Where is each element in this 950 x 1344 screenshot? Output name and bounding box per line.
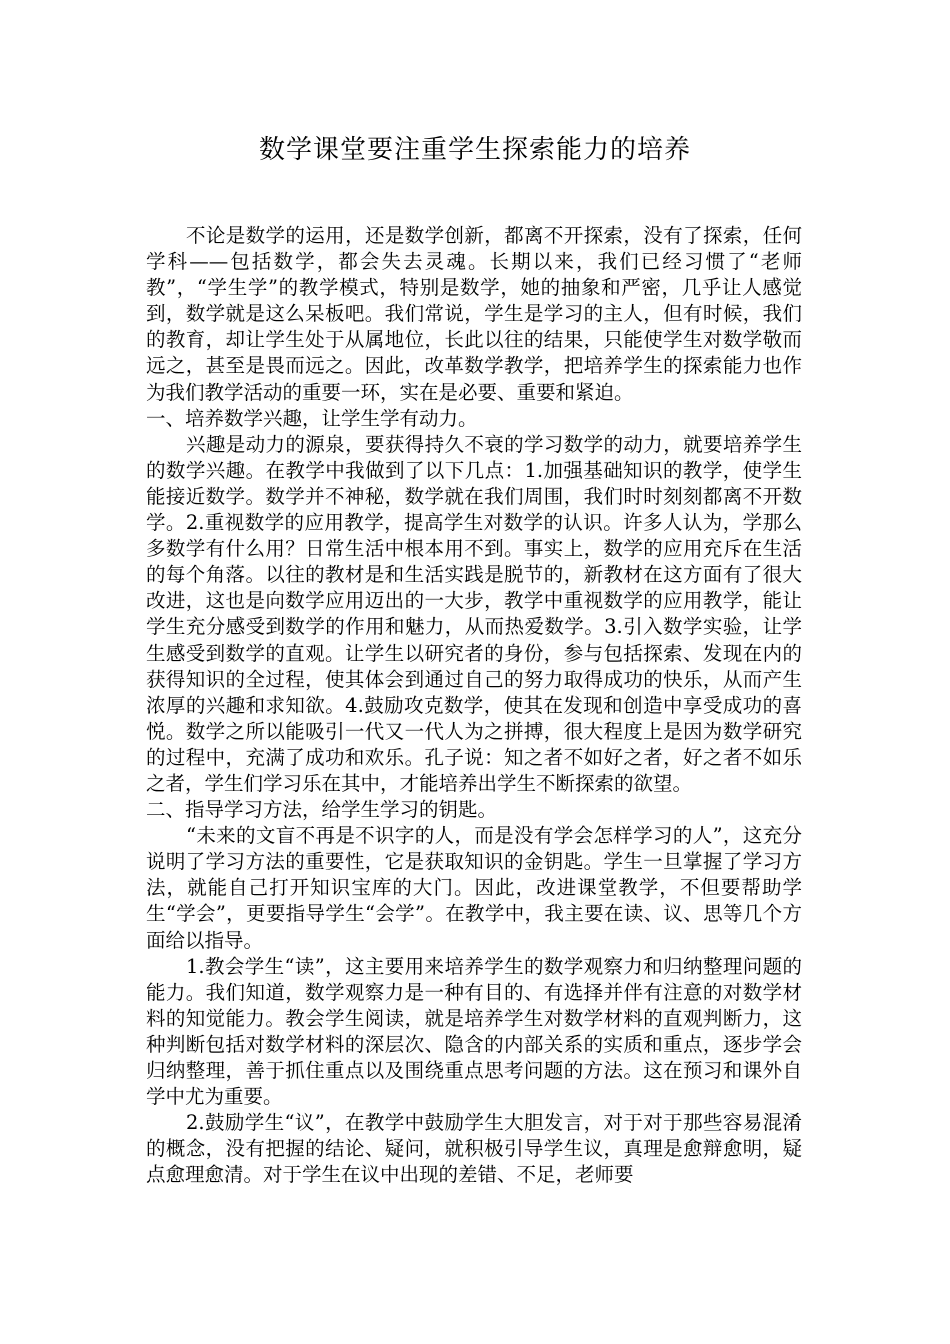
paragraph-read: 1.教会学生“读”，这主要用来培养学生的数学观察力和归纳整理问题的能力。我们知道，数学观察力是一种有目的、有选择并伴有注意的对数学材料的知觉能力。教会学生阅读，就是培养学生对数学材料的直观判断力，这种判断包括对数学材料的深层次、隐含的内部关系的实质和重点，逐步学会归纳整理，善于抓住重点以及围绕重点思考问题的方法。这在预习和课外自学中尤为重要。 bbox=[146, 954, 802, 1109]
paragraph-method: “未来的文盲不再是不识字的人，而是没有学会怎样学习的人”，这充分说明了学习方法的重要性，它是获取知识的金钥匙。学生一旦掌握了学习方法，就能自己打开知识宝库的大门。因此，改进课堂教学，不但要帮助学生“学会”，更要指导学生“会学”。在教学中，我主要在读、议、思等几个方面给以指导。 bbox=[146, 824, 802, 952]
section-heading-2: 二、指导学习方法，给学生学习的钥匙。 bbox=[146, 798, 498, 822]
section-heading-1: 一、培养数学兴趣，让学生学有动力。 bbox=[146, 406, 478, 430]
document-title: 数学课堂要注重学生探索能力的培养 bbox=[258, 135, 691, 165]
paragraph-intro: 不论是数学的运用，还是数学创新，都离不开探索，没有了探索，任何学科——包括数学，都会失去灵魂。长期以来，我们已经习惯了“老师教”，“学生学”的教学模式，特别是数学，她的抽象和严密，几乎让人感觉到，数学就是这么呆板吧。我们常说，学生是学习的主人，但有时候，我们的教育，却让学生处于从属地位，长此以往的结果，只能使学生对数学敬而远之，甚至是畏而远之。因此，改革数学教学，把培养学生的探索能力也作为我们教学活动的重要一环，实在是必要、重要和紧迫。 bbox=[146, 224, 802, 404]
paragraph-discuss: 2.鼓励学生“议”，在教学中鼓励学生大胆发言，对于对于那些容易混淆的概念，没有把握的结论、疑问，就积极引导学生议，真理是愈辩愈明，疑点愈理愈清。对于学生在议中出现的差错、不足，老师要 bbox=[146, 1111, 802, 1187]
paragraph-interest: 兴趣是动力的源泉，要获得持久不衰的学习数学的动力，就要培养学生的数学兴趣。在教学中我做到了以下几点：1.加强基础知识的教学，使学生能接近数学。数学并不神秘，数学就在我们周围，我们时时刻刻都离不开数学。2.重视数学的应用教学，提高学生对数学的认识。许多人认为，学那么多数学有什么用？日常生活中根本用不到。事实上，数学的应用充斥在生活的每个角落。以往的教材是和生活实践是脱节的，新教材在这方面有了很大改进，这也是向数学应用迈出的一大步，教学中重视数学的应用教学，能让学生充分感受到数学的作用和魅力，从而热爱数学。3.引入数学实验，让学生感受到数学的直观。让学生以研究者的身份，参与包括探索、发现在内的获得知识的全过程，使其体会到通过自己的努力取得成功的快乐，从而产生浓厚的兴趣和求知欲。4.鼓励攻克数学，使其在发现和创造中享受成功的喜悦。数学之所以能吸引一代又一代人为之拼搏，很大程度上是因为数学研究的过程中，充满了成功和欢乐。孔子说：知之者不如好之者，好之者不如乐之者，学生们学习乐在其中，才能培养出学生不断探索的欲望。 bbox=[146, 432, 802, 795]
document-body bbox=[146, 223, 802, 1188]
